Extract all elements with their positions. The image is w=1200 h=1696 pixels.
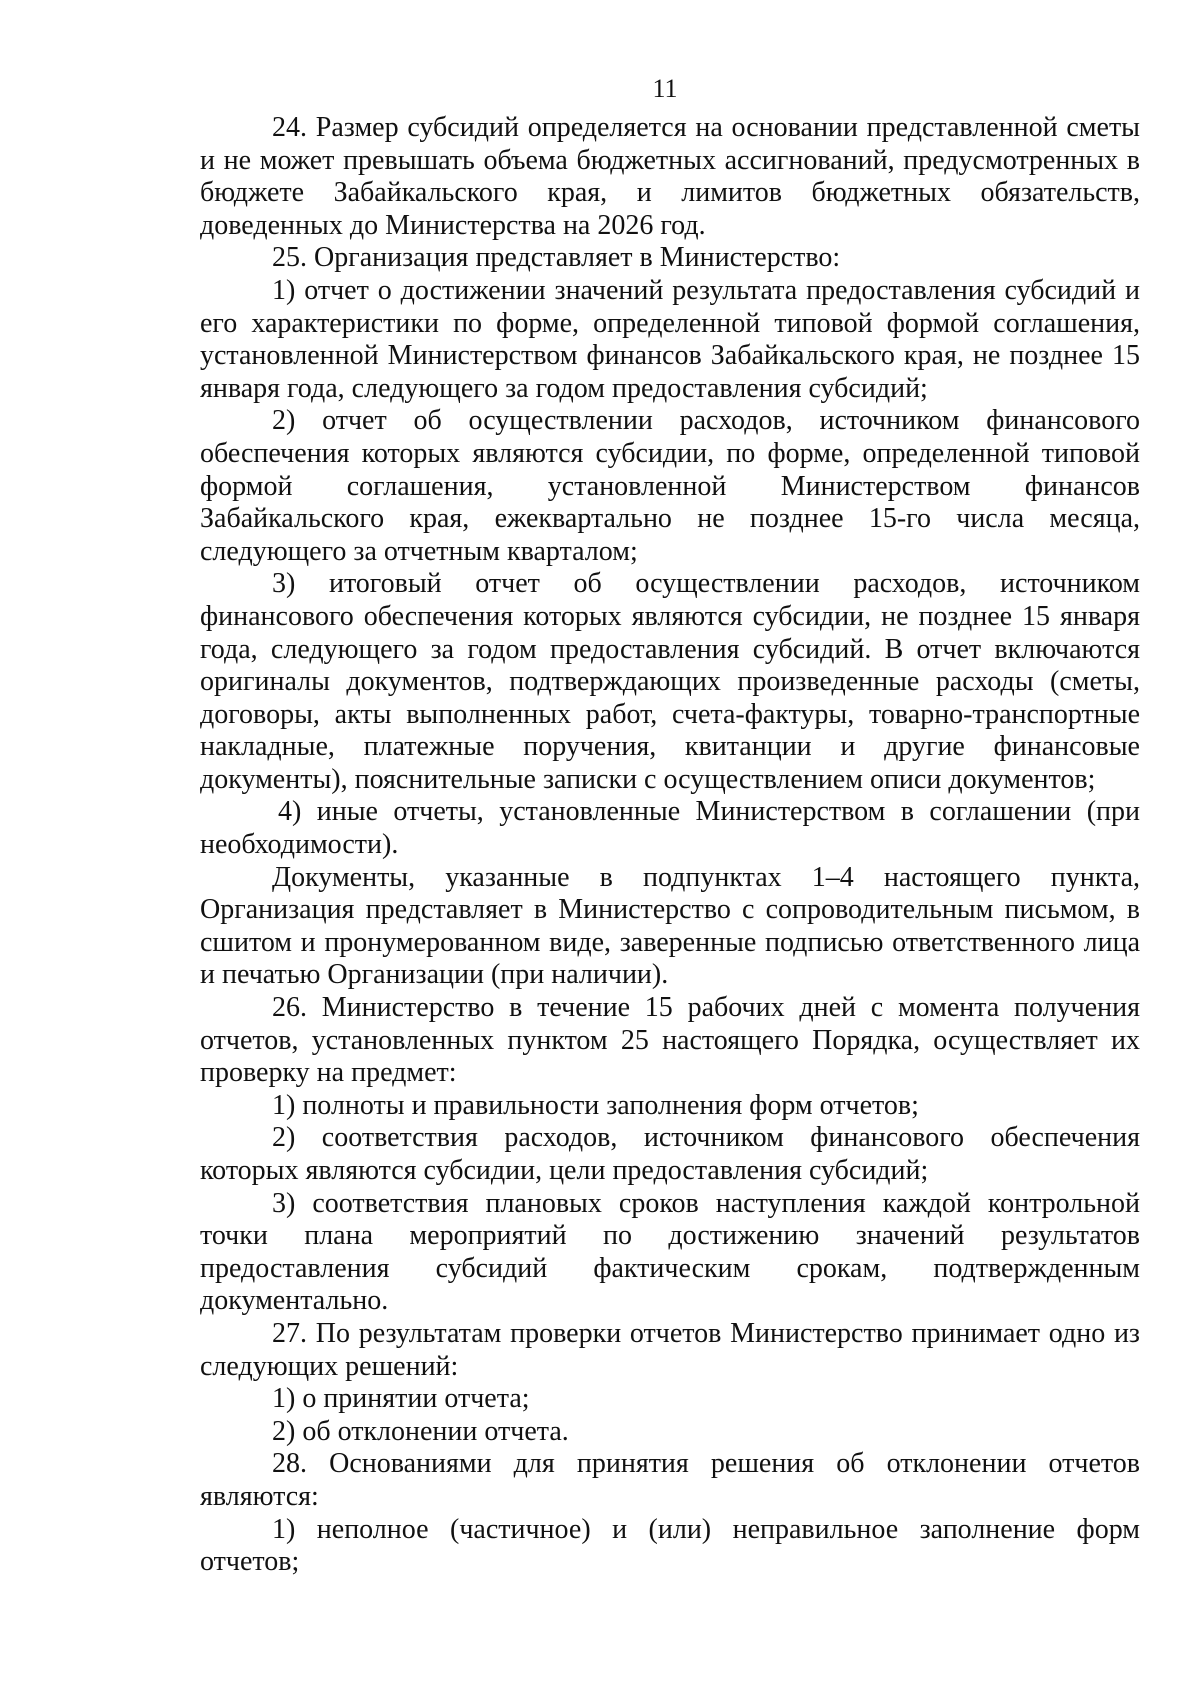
paragraph-25-item-1: 1) отчет о достижении значений результата предоставления субсидий и его характеристики по форме, определенной типовой формой соглашения, установленной Министерством финансов Забайкальского края, не позднее 15 января года, следующего за годом предоставления субсидий;	[200, 274, 1140, 404]
paragraph-28-item-1: 1) неполное (частичное) и (или) неправильное заполнение форм отчетов;	[200, 1513, 1140, 1578]
paragraph-27: 27. По результатам проверки отчетов Министерство принимает одно из следующих решений:	[200, 1317, 1140, 1382]
paragraph-25-item-4: 4) иные отчеты, установленные Министерством в соглашении (при необходимости).	[200, 796, 1140, 861]
paragraph-27-item-2: 2) об отклонении отчета.	[272, 1415, 569, 1447]
document-body	[200, 112, 1140, 1579]
paragraph-26: 26. Министерство в течение 15 рабочих дней с момента получения отчетов, установленных пунктом 25 настоящего Порядка, осуществляет их проверку на предмет:	[200, 992, 1140, 1089]
paragraph-25-item-3: 3) итоговый отчет об осуществлении расходов, источником финансового обеспечения которых являются субсидии, не позднее 15 января года, следующего за годом предоставления субсидий. В отчет включаются оригиналы документов, подтверждающих произведенные расходы (сметы, договоры, акты выполненных работ, счета-фактуры, товарно-транспортные накладные, платежные поручения, квитанции и другие финансовые документы), пояснительные записки с осуществлением описи документов;	[200, 568, 1140, 795]
paragraph-28: 28. Основаниями для принятия решения об отклонении отчетов являются:	[200, 1448, 1140, 1512]
paragraph-26-item-2: 2) соответствия расходов, источником финансового обеспечения которых являются субсидии, цели предоставления субсидий;	[200, 1122, 1140, 1186]
paragraph-26-item-1: 1) полноты и правильности заполнения форм отчетов;	[272, 1089, 919, 1121]
paragraph-25: 25. Организация представляет в Министерство:	[272, 242, 841, 274]
paragraph-25-item-2: 2) отчет об осуществлении расходов, источником финансового обеспечения которых являются субсидии, по форме, определенной типовой формой соглашения, установленной Министерством финансов Забайкальского края, ежеквартально не позднее 15-го числа месяца, следующего за отчетным кварталом;	[200, 405, 1140, 567]
paragraph-26-item-3: 3) соответствия плановых сроков наступления каждой контрольной точки плана мероприятий по достижению значений результатов предоставления субсидий фактическим срокам, подтвержденным документально.	[200, 1187, 1140, 1317]
paragraph-27-item-1: 1) о принятии отчета;	[272, 1383, 530, 1415]
page-number: 11	[652, 74, 678, 103]
paragraph-25-documents: Документы, указанные в подпунктах 1–4 настоящего пункта, Организация представляет в Министерство с сопроводительным письмом, в сшитом и пронумерованном виде, заверенные подписью ответственного лица и печатью Организации (при наличии).	[200, 861, 1140, 991]
paragraph-24: 24. Размер субсидий определяется на основании представленной сметы и не может превышать объема бюджетных ассигнований, предусмотренных в бюджете Забайкальского края, и лимитов бюджетных обязательств, доведенных до Министерства на 2026 год.	[200, 112, 1140, 241]
